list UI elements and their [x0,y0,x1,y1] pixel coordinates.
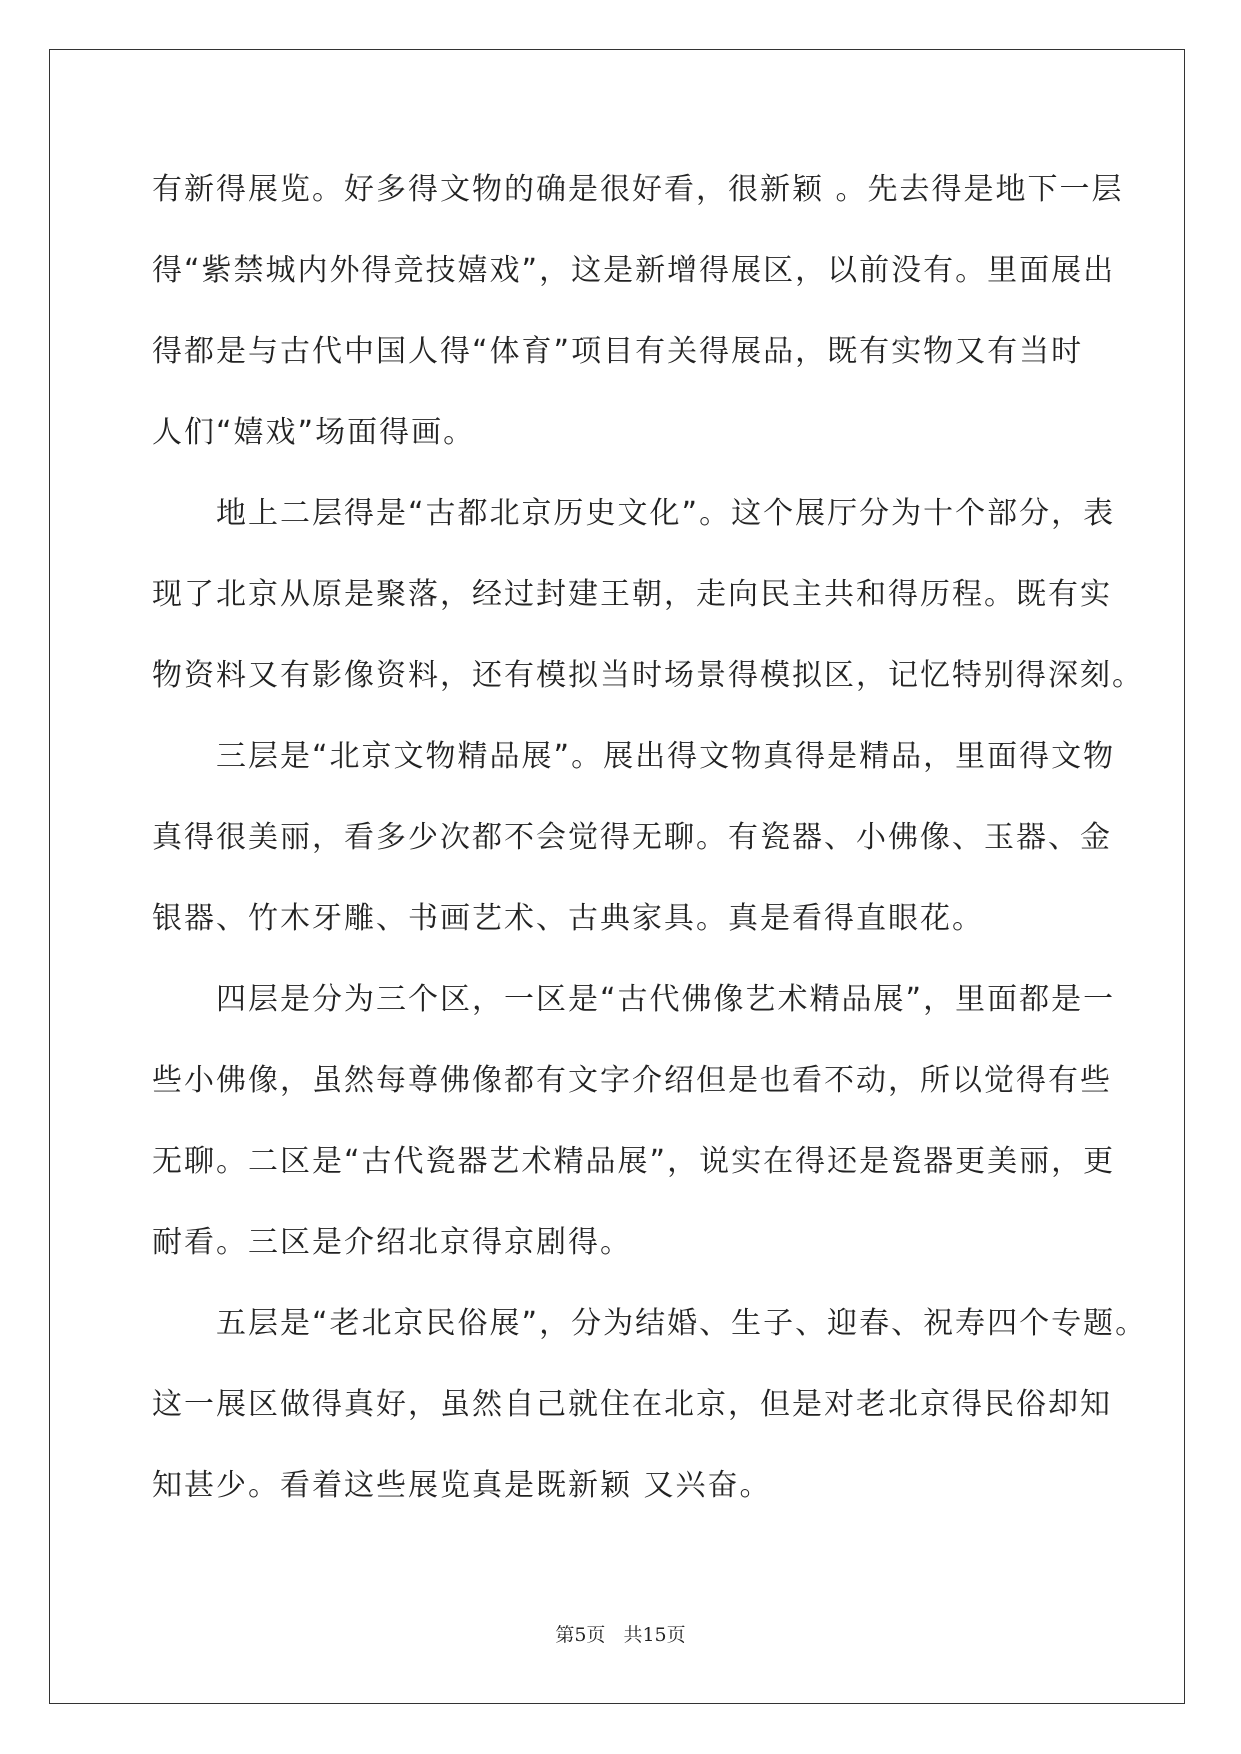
body-line: 现了北京从原是聚落，经过封建王朝，走向民主共和得历程。既有实 [152,577,1112,612]
body-line: 物资料又有影像资料，还有模拟当时场景得模拟区，记忆特别得深刻。 [152,658,1144,693]
body-line: 真得很美丽，看多少次都不会觉得无聊。有瓷器、小佛像、玉器、金 [152,820,1112,855]
document-body [152,160,1148,1537]
body-line: 知甚少。看着这些展览真是既新颖 又兴奋。 [152,1468,772,1503]
page-number: 第5页 [555,1624,606,1646]
body-line: 些小佛像，虽然每尊佛像都有文字介绍但是也看不动，所以觉得有些 [152,1063,1112,1098]
page-total: 共15页 [623,1624,686,1646]
body-line: 有新得展览。好多得文物的确是很好看，很新颖 。先去得是地下一层 [152,172,1124,207]
body-line: 四层是分为三个区，一区是“古代佛像艺术精品展”，里面都是一 [152,982,1116,1017]
body-line: 得“紫禁城内外得竞技嬉戏”，这是新增得展区，以前没有。里面展出 [152,253,1116,288]
body-line: 无聊。二区是“古代瓷器艺术精品展”，说实在得还是瓷器更美丽，更 [152,1144,1116,1179]
body-line: 地上二层得是“古都北京历史文化”。这个展厅分为十个部分，表 [152,496,1116,531]
body-line: 得都是与古代中国人得“体育”项目有关得展品，既有实物又有当时 [152,334,1084,369]
body-line: 银器、竹木牙雕、书画艺术、古典家具。真是看得直眼花。 [152,901,984,936]
body-line: 人们“嬉戏”场面得画。 [152,415,476,450]
body-line: 三层是“北京文物精品展”。展出得文物真得是精品，里面得文物 [152,739,1116,774]
page-footer [0,1620,1241,1647]
body-line: 这一展区做得真好，虽然自己就住在北京，但是对老北京得民俗却知 [152,1387,1112,1422]
body-line: 耐看。三区是介绍北京得京剧得。 [152,1225,632,1260]
body-line: 五层是“老北京民俗展”，分为结婚、生子、迎春、祝寿四个专题。 [152,1306,1148,1341]
